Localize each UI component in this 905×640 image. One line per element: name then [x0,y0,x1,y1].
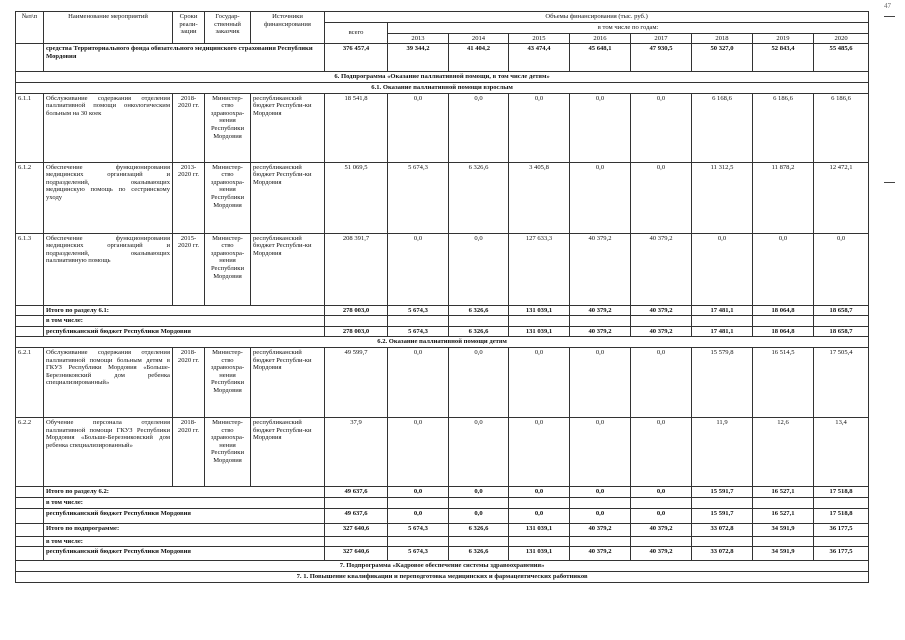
value-cell: 36 177,5 [814,523,869,536]
value-cell: 45 648,1 [570,44,631,72]
financing-table [15,11,869,583]
value-cell: 40 379,2 [570,523,631,536]
table-row [16,44,869,72]
value-cell: 0,0 [509,487,570,498]
value-cell: 0,0 [388,487,449,498]
value-cell: 0,0 [631,93,692,162]
table-row [16,162,869,233]
value-cell: 18 541,8 [325,93,388,162]
value-cell: 40 379,2 [631,523,692,536]
value-cell: 17 481,1 [692,305,753,316]
margin-mark [884,182,895,183]
value-cell: 327 640,6 [325,547,388,561]
value-cell: 0,0 [509,93,570,162]
value-cell: 40 379,2 [570,233,631,305]
table-header-row [16,12,869,23]
value-cell: 208 391,7 [325,233,388,305]
value-cell: 36 177,5 [814,547,869,561]
value-cell: 5 674,3 [388,547,449,561]
measure-name: Обучение персонала отделения паллиативной помощи ГКУЗ Республики Мордовия «Больше-Березниковский дом ребенка специализированный» [44,418,173,487]
row-label: Итого по подпрограмме: [44,523,325,536]
row-label: в том числе: [44,316,325,327]
value-cell: 0,0 [631,348,692,418]
page-number: 47 [884,2,891,10]
header-year: 2015 [509,33,570,44]
value-cell: 131 039,1 [509,305,570,316]
value-cell: 52 843,4 [753,44,814,72]
value-cell: 13,4 [814,418,869,487]
value-cell: 6 326,6 [449,162,509,233]
value-cell: 0,0 [753,233,814,305]
row-label: Итого по разделу 6.1: [44,305,325,316]
section-title: 7. 1. Повышение квалификации и переподготовка медицинских и фармацевтических работников [16,572,869,583]
value-cell: 50 327,0 [692,44,753,72]
value-cell: 0,0 [449,93,509,162]
table-row [16,547,869,561]
funding-source: республиканский бюджет Республи-ки Мордовия [251,418,325,487]
value-cell: 6 168,6 [692,93,753,162]
table-row [16,508,869,523]
header-year: 2018 [692,33,753,44]
header-total: всего [325,23,388,44]
measure-name: Обеспечение функционирования медицинских организаций и подразделений, оказывающих паллиативную помощь [44,233,173,305]
value-cell: 18 658,7 [814,326,869,337]
value-cell: 0,0 [570,508,631,523]
total-row [16,523,869,536]
row-number: 6.2.2 [16,418,44,487]
value-cell: 11 312,5 [692,162,753,233]
value-cell: 0,0 [692,233,753,305]
value-cell: 40 379,2 [570,547,631,561]
value-cell: 0,0 [570,348,631,418]
value-cell: 15 591,7 [692,487,753,498]
row-label: республиканский бюджет Республики Мордовия [44,547,325,561]
value-cell: 0,0 [388,348,449,418]
header-source: Источники финансирования [251,12,325,44]
value-cell: 6 326,6 [449,547,509,561]
value-cell: 327 640,6 [325,523,388,536]
measure-name: Обслуживание содержания отделения паллиативной помощи онкологическим больным на 30 коек [44,93,173,162]
value-cell: 5 674,3 [388,162,449,233]
table-row [16,536,869,547]
value-cell: 40 379,2 [631,547,692,561]
row-label: республиканский бюджет Республики Мордовия [44,326,325,337]
funding-source: республиканский бюджет Республи-ки Мордовия [251,162,325,233]
value-cell: 131 039,1 [509,523,570,536]
value-cell: 16 527,1 [753,508,814,523]
value-cell: 16 527,1 [753,487,814,498]
executor: Министер-ство здравоохра-нения Республики Мордовия [205,162,251,233]
value-cell: 0,0 [631,418,692,487]
value-cell: 12 472,1 [814,162,869,233]
row-label: в том числе: [44,498,325,509]
value-cell: 11 878,2 [753,162,814,233]
header-num: №п\п [16,12,44,44]
value-cell: 376 457,4 [325,44,388,72]
row-label: Итого по разделу 6.2: [44,487,325,498]
term: 2018-2020 гг. [173,418,205,487]
value-cell: 55 485,6 [814,44,869,72]
value-cell: 0,0 [570,162,631,233]
value-cell: 0,0 [388,508,449,523]
value-cell: 0,0 [388,93,449,162]
value-cell: 0,0 [631,162,692,233]
value-cell: 47 930,5 [631,44,692,72]
value-cell: 0,0 [631,508,692,523]
measure-name: Обеспечение функционирования медицинских организаций и подразделений, оказывающих медицинскую помощь по сестринскому уходу [44,162,173,233]
section-title-row [16,72,869,83]
term: 2018-2020 гг. [173,93,205,162]
header-name: Наименование мероприятий [44,12,173,44]
section-title: 6.1. Оказание паллиативной помощи взрослым [16,83,869,94]
value-cell: 18 064,8 [753,326,814,337]
header-year: 2013 [388,33,449,44]
value-cell: 12,6 [753,418,814,487]
value-cell: 0,0 [509,348,570,418]
value-cell: 0,0 [570,93,631,162]
value-cell: 33 072,8 [692,523,753,536]
term: 2015-2020 гг. [173,233,205,305]
value-cell: 131 039,1 [509,547,570,561]
value-cell: 49 637,6 [325,508,388,523]
value-cell: 0,0 [449,418,509,487]
value-cell: 40 379,2 [631,233,692,305]
value-cell: 5 674,3 [388,523,449,536]
value-cell: 49 637,6 [325,487,388,498]
table-row [16,326,869,337]
row-number: 6.2.1 [16,348,44,418]
value-cell: 0,0 [570,418,631,487]
value-cell: 0,0 [509,508,570,523]
value-cell: 15 579,8 [692,348,753,418]
row-label: республиканский бюджет Республики Мордовия [44,508,325,523]
executor: Министер-ство здравоохра-нения Республики Мордовия [205,418,251,487]
row-number: 6.1.3 [16,233,44,305]
value-cell: 6 186,6 [753,93,814,162]
table-row [16,233,869,305]
funding-source: республиканский бюджет Республи-ки Мордовия [251,233,325,305]
row-number: 6.1.1 [16,93,44,162]
value-cell: 40 379,2 [631,305,692,316]
header-year: 2016 [570,33,631,44]
header-term: Сроки реали-зации [173,12,205,44]
executor: Министер-ство здравоохра-нения Республики Мордовия [205,348,251,418]
funding-source: республиканский бюджет Республи-ки Мордовия [251,348,325,418]
value-cell: 6 326,6 [449,523,509,536]
value-cell: 6 326,6 [449,326,509,337]
value-cell: 127 633,3 [509,233,570,305]
value-cell: 5 674,3 [388,326,449,337]
value-cell: 40 379,2 [570,326,631,337]
term: 2013-2020 гг. [173,162,205,233]
value-cell: 0,0 [570,487,631,498]
value-cell: 0,0 [814,233,869,305]
value-cell: 6 186,6 [814,93,869,162]
value-cell: 0,0 [631,487,692,498]
value-cell: 18 064,8 [753,305,814,316]
header-year: 2019 [753,33,814,44]
section-title-row [16,561,869,572]
table-row [16,316,869,327]
value-cell: 5 674,3 [388,305,449,316]
value-cell: 37,9 [325,418,388,487]
value-cell: 18 658,7 [814,305,869,316]
value-cell: 34 591,9 [753,547,814,561]
value-cell: 39 344,2 [388,44,449,72]
value-cell: 278 003,0 [325,305,388,316]
value-cell: 11,9 [692,418,753,487]
value-cell: 34 591,9 [753,523,814,536]
row-label: средства Территориального фонда обязательного медицинского страхования Республики Мордовия [44,44,325,72]
value-cell: 41 404,2 [449,44,509,72]
header-volume: Объемы финансирования (тыс. руб.) [325,12,869,23]
table-row [16,348,869,418]
section-title-row [16,572,869,583]
subprogram-title: 6. Подпрограмма «Оказание паллиативной помощи, в том числе детям» [16,72,869,83]
value-cell: 0,0 [449,348,509,418]
funding-source: республиканский бюджет Республи-ки Мордовия [251,93,325,162]
value-cell: 40 379,2 [570,305,631,316]
measure-name: Обслуживание содержания отделения паллиативной помощи больным детям в ГКУЗ Республики Мордовия «Больше-Березниковский дом ребенка специализированный» [44,348,173,418]
value-cell: 16 514,5 [753,348,814,418]
value-cell: 0,0 [388,418,449,487]
header-year: 2014 [449,33,509,44]
value-cell: 17 518,8 [814,487,869,498]
value-cell: 49 599,7 [325,348,388,418]
margin-mark [884,16,895,17]
header-year: 2020 [814,33,869,44]
term: 2018-2020 гг. [173,348,205,418]
value-cell: 15 591,7 [692,508,753,523]
value-cell: 0,0 [388,233,449,305]
value-cell: 51 069,5 [325,162,388,233]
section-title-row [16,83,869,94]
value-cell: 6 326,6 [449,305,509,316]
value-cell: 3 405,8 [509,162,570,233]
value-cell: 17 518,8 [814,508,869,523]
section-title: 6.2. Оказание паллиативной помощи детям [16,337,869,348]
value-cell: 0,0 [449,487,509,498]
value-cell: 0,0 [449,508,509,523]
value-cell: 17 481,1 [692,326,753,337]
value-cell: 33 072,8 [692,547,753,561]
table-row [16,498,869,509]
executor: Министер-ство здравоохра-нения Республики Мордовия [205,233,251,305]
value-cell: 43 474,4 [509,44,570,72]
value-cell: 131 039,1 [509,326,570,337]
value-cell: 0,0 [509,418,570,487]
value-cell: 17 505,4 [814,348,869,418]
total-row [16,305,869,316]
value-cell: 278 003,0 [325,326,388,337]
total-row [16,487,869,498]
row-number: 6.1.2 [16,162,44,233]
row-label: в том числе: [44,536,325,547]
section-title-row [16,337,869,348]
executor: Министер-ство здравоохра-нения Республики Мордовия [205,93,251,162]
value-cell: 40 379,2 [631,326,692,337]
header-incl-years: в том числе по годам: [388,23,869,34]
subprogram-title: 7. Подпрограмма «Кадровое обеспечение системы здравоохранения» [16,561,869,572]
header-executor: Государ-ственный заказчик [205,12,251,44]
table-row [16,418,869,487]
header-year: 2017 [631,33,692,44]
value-cell: 0,0 [449,233,509,305]
table-row [16,93,869,162]
